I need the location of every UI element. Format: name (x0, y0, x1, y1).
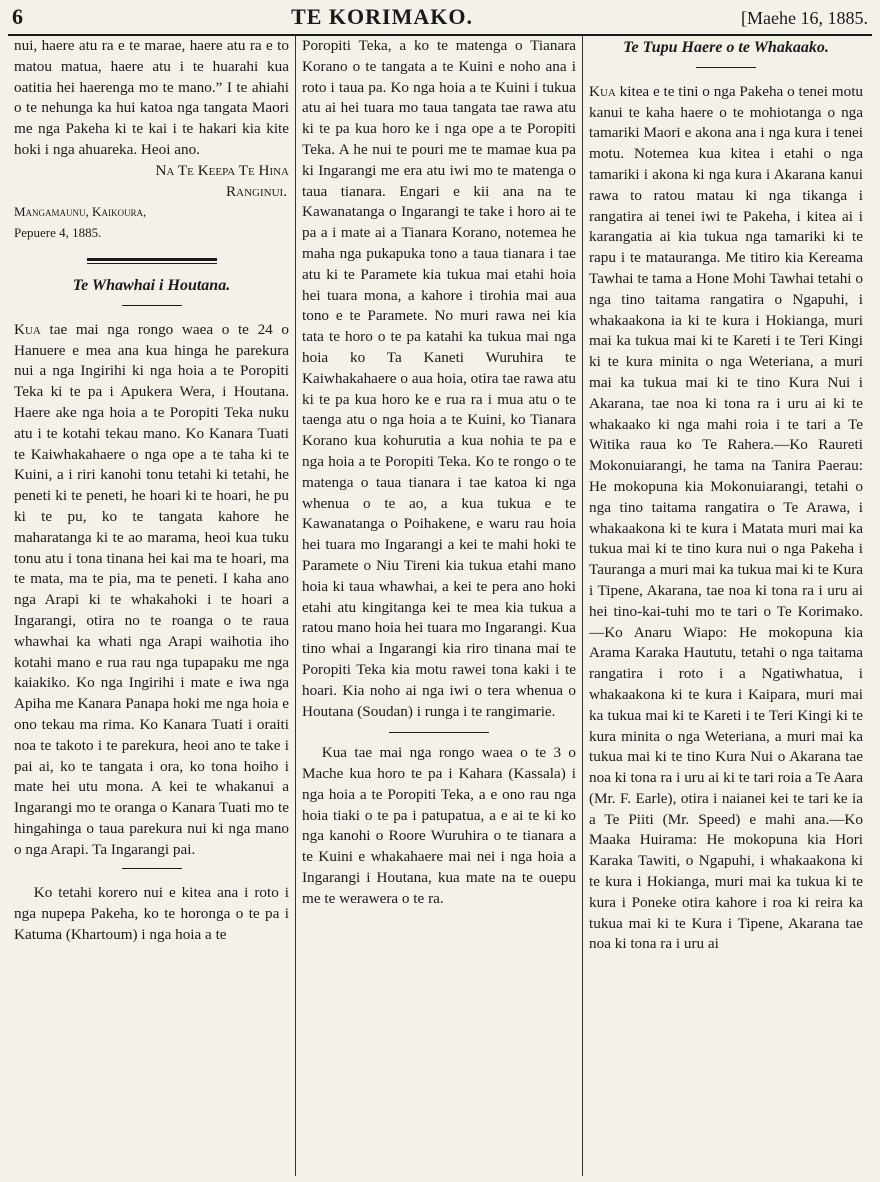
heading-rule (696, 67, 756, 68)
columns (8, 36, 872, 1176)
letter-ending-paragraph: nui, haere atu ra e te marae, haere atu ra e to matou matua, haere atu i te huarahi kua oatitia hei haerenga mo te mano.” I te ahiahi o te nehunga ka hui katoa nga tangata Maori me nga Pakeha ki te kai i te hakari kia kite hoki i nga ahuareka. Heoi ano. (14, 37, 289, 158)
letter-signature-surname: Ranginui. (226, 182, 287, 200)
article-paragraph (14, 320, 289, 861)
section-divider (389, 732, 489, 733)
paragraph-rule (122, 868, 182, 869)
dropcap-word: Kua (589, 82, 616, 100)
article-paragraph-kassala: Kua tae mai nga rongo waea o te 3 o Mache kua horo te pa i Kahara (Kassala) i nga hoia a te Poropiti Teka, a e ono rau nga hoia tiaki o te pa i patupatua, a e ai te ki ko nga kanohi o Roore Wuruhira o te tianara a te Kuini e whakahaere mai nei i nga hoia a Ingarangi i Houtana, kua mate na te ouepu me te werawera o te ra. (302, 744, 576, 907)
letter-signature: Na Te Keepa Te Hina (155, 161, 289, 179)
article-continuation: Poropiti Teka, a ko te matenga o Tianara Korano o te tangata a te Kuini e noho ana i roto i taua pa. Ko nga hoia a te Kuini i tukua atu ai hei tuara mo taua tangata tae rawa atu ki te pa kua horo ke i nga ope a te Poropiti Teka. A he nui te pouri me te mamae kua pa ki Ingarangi me era atu iwi mo te matenga o taua tianara. Engari e kii ana na te Kawanatanga o Ingarangi te take i horo ai te pa a i mate ai a Tianara Korano, notemea he maha nga pukapuka tono a taua tianara i tae atu ki te Paramete kia tukua mai etahi hoia hei tuara mona, a kahore i tirohia mai aua tono e te Paramete. No muri rawa nei kia tata te horo o te pa katahi ka tukua mai nga hoia ko Ta Kaneti Wuruhira te Kaiwhakahaere o aua hoia, otira tae rawa atu ki te pa kua horo ke e rua ra i mua atu o te taenga atu o nga hoia a te Kuini, ko Tianara Korano kua kohurutia a kua nohia te pa e nga hoia a te Poropiti Teka. Ko te rongo o te matenga o taua tianara i tae katoa ki nga whenua o te ao, a kua tukua e te Kawanatanga o Poihakene, e waru rau hoia hei tuara mo Ingarangi a kei te mahi hoki te Paramete o Niu Tireni kia tukua etahi mano hoia ki taua whawhai, a kei te pera ano hoki etahi atu kingitanga kei te mea kia tukua a ratou mano hoia hei tuara mo Ingarangi. Kua tino whai a Ingarangi kia riro tinana mai te Poropiti Teka kia motu rawei tona kaki i te hoari. Kia noho ai nga iwi o tera whenua o Houtana (Soudan) i runga i te rangimarie. (302, 37, 576, 720)
masthead (8, 4, 872, 36)
article-text: kitea e te tini o nga Pakeha o tenei motu kanui te kaha haere o te mohiotanga o nga tamariki Maori e akona ana i nga kura i tenei motu. Notemea kua kitea i etahi o nga tamariki i akona ki nga kura i Akarana kanui rawa to ratou matau ki nga tikanga i rangatira ai tenei iwi te Pakeha, i kitea ai i karangatia ai kia tukua nga tamariki ki te rapu i te matauranga. Me titiro kia Kereama Tawhai te tama a Hone Mohi Tawhai tetahi o nga tino taitama rangatira o Ngapuhi, i whakaakona ia ki te kura i Hokianga, muri mai ka tukua mai ki te Kareti i te Teri Kingi ki te kura minita o nga Weteriana, a muri mai ka tukua mai ki te tino Kura Nui i Akarana, tae noa ki tona ra i uru ai ki te whakaako ki nga mahi roia i te tari a Te Witika raua ko Te Rahera.—Ko Raureti Mokonuiarangi, he tama na Tanira Paerau: He mokopuna kia Mokonuiarangi, tetahi o nga tino taitama rangatira o Te Arawa, i whakaakona ki te kura i Matata muri mai ka tukua mai ki te tino kura nui o nga Pakeha i Tauranga a muri mai ka tukua mai ki te Kura i Tipene, Akarana, tae noa ki tona ra i uru ai hei tino-kai-tuhi mo te tari o Te Korimako.—Ko Anaru Wiapo: He mokopuna kia Arama Karaka Haututu, tetahi o nga taitama rangatira i roto i a Ngatiwhatua, i whakaakona ki te kura i Kaipara, muri mai ka tukua mai ki te Kareti i te Teri Kingi ki te kura minita o nga Weteriana, a muri mai ka tukua mai ki te tino Kura Nui o Akarana tae noa ki tona ra i uru ai ki te tari roia a Te Aara (Mr. F. Earle), otira i naianei kei te tari ke ia a Te Piiti (Mr. Speed) e mahi ana.—Ko Maaka Huirama: He mokopuna kia Hori Karaka Tawiti, o Ngapuhi, i whakaakona ki te kura i Hokianga, muri mai ka tukua ki te kura i Poneke otira kahore i roa ki reira ka tukua mai ki te Kura i Tipene, Akarana tae noa ki tona ra i uru ai (589, 82, 864, 953)
letter-date: Pepuere 4, 1885. (14, 225, 102, 241)
article-text: tae mai nga rongo waea o te 24 o Hanuere e mea ana kua hinga he parekura nui a nga Ingirihi ki nga hoia a te Poropiti Teka ki te pa i Apukera Wera, i Houtana. Haere ake nga hoia a te Poropiti Teka nuku atu i te kotahi tekau mano. Ko Kanara Tuati te Kaiwhakahaere o nga ope a te taha ki te Kuini, a i riri kanohi tonu tetahi ki tetahi, he peneti ki te peneti, he hoari ki te hoari, he pu ki te pu, ko te tangata kahore he maharatanga ki te ao marama, heoi kua tuku tonu atu i tona tinana hei kai ma te hoari, ma te mata, ma te pia, ma te peneti. I kaha ano nga Arapi ki te whakahoki i te hoari a Ingarangi, otira no te roanga o te raua whawhai ka whati nga Arapi waihotia iho kotahi mano e rua rau nga tupapaku me nga kaiakiko. Ko nga Ingirihi i mate e iwa nga Apiha me Kanara Panapa hoki me nga hoia e ono tekau ma rima. Ko Kanara Tuati i oraiti noa te takoto i te parekura, heoi ano te take i pai ai, ko te tangata i ora, ko tona hoiho i mate hei utu mona. A kei te whakanui a Ingarangi mo te oranga o Kanara Tuati mo te hingahinga o taua parekura nui ki nga mano o nga Arapi. Ta Ingarangi pai. (14, 320, 289, 858)
column-3 (582, 36, 869, 1176)
column-1 (8, 36, 295, 1176)
article-heading-whakaako: Te Tupu Haere o te Whakaako. (623, 39, 829, 56)
dropcap-word: Kua (14, 320, 41, 338)
newspaper-title: TE KORIMAKO. (291, 4, 473, 29)
page-number: 6 (12, 4, 23, 29)
heading-rule (122, 305, 182, 306)
section-divider (87, 258, 217, 264)
letter-place: Mangamaunu, Kaikoura, (14, 204, 147, 220)
column-2 (295, 36, 582, 1176)
article-heading-houtana: Te Whawhai i Houtana. (72, 276, 231, 294)
issue-date: [Maehe 16, 1885. (741, 8, 868, 28)
article-paragraph-khartoum: Ko tetahi korero nui e kitea ana i roto i nga nupepa Pakeha, ko te horonga o te pa i Katuma (Khartoum) i nga hoia a te (14, 884, 289, 944)
article-paragraph (589, 82, 863, 955)
